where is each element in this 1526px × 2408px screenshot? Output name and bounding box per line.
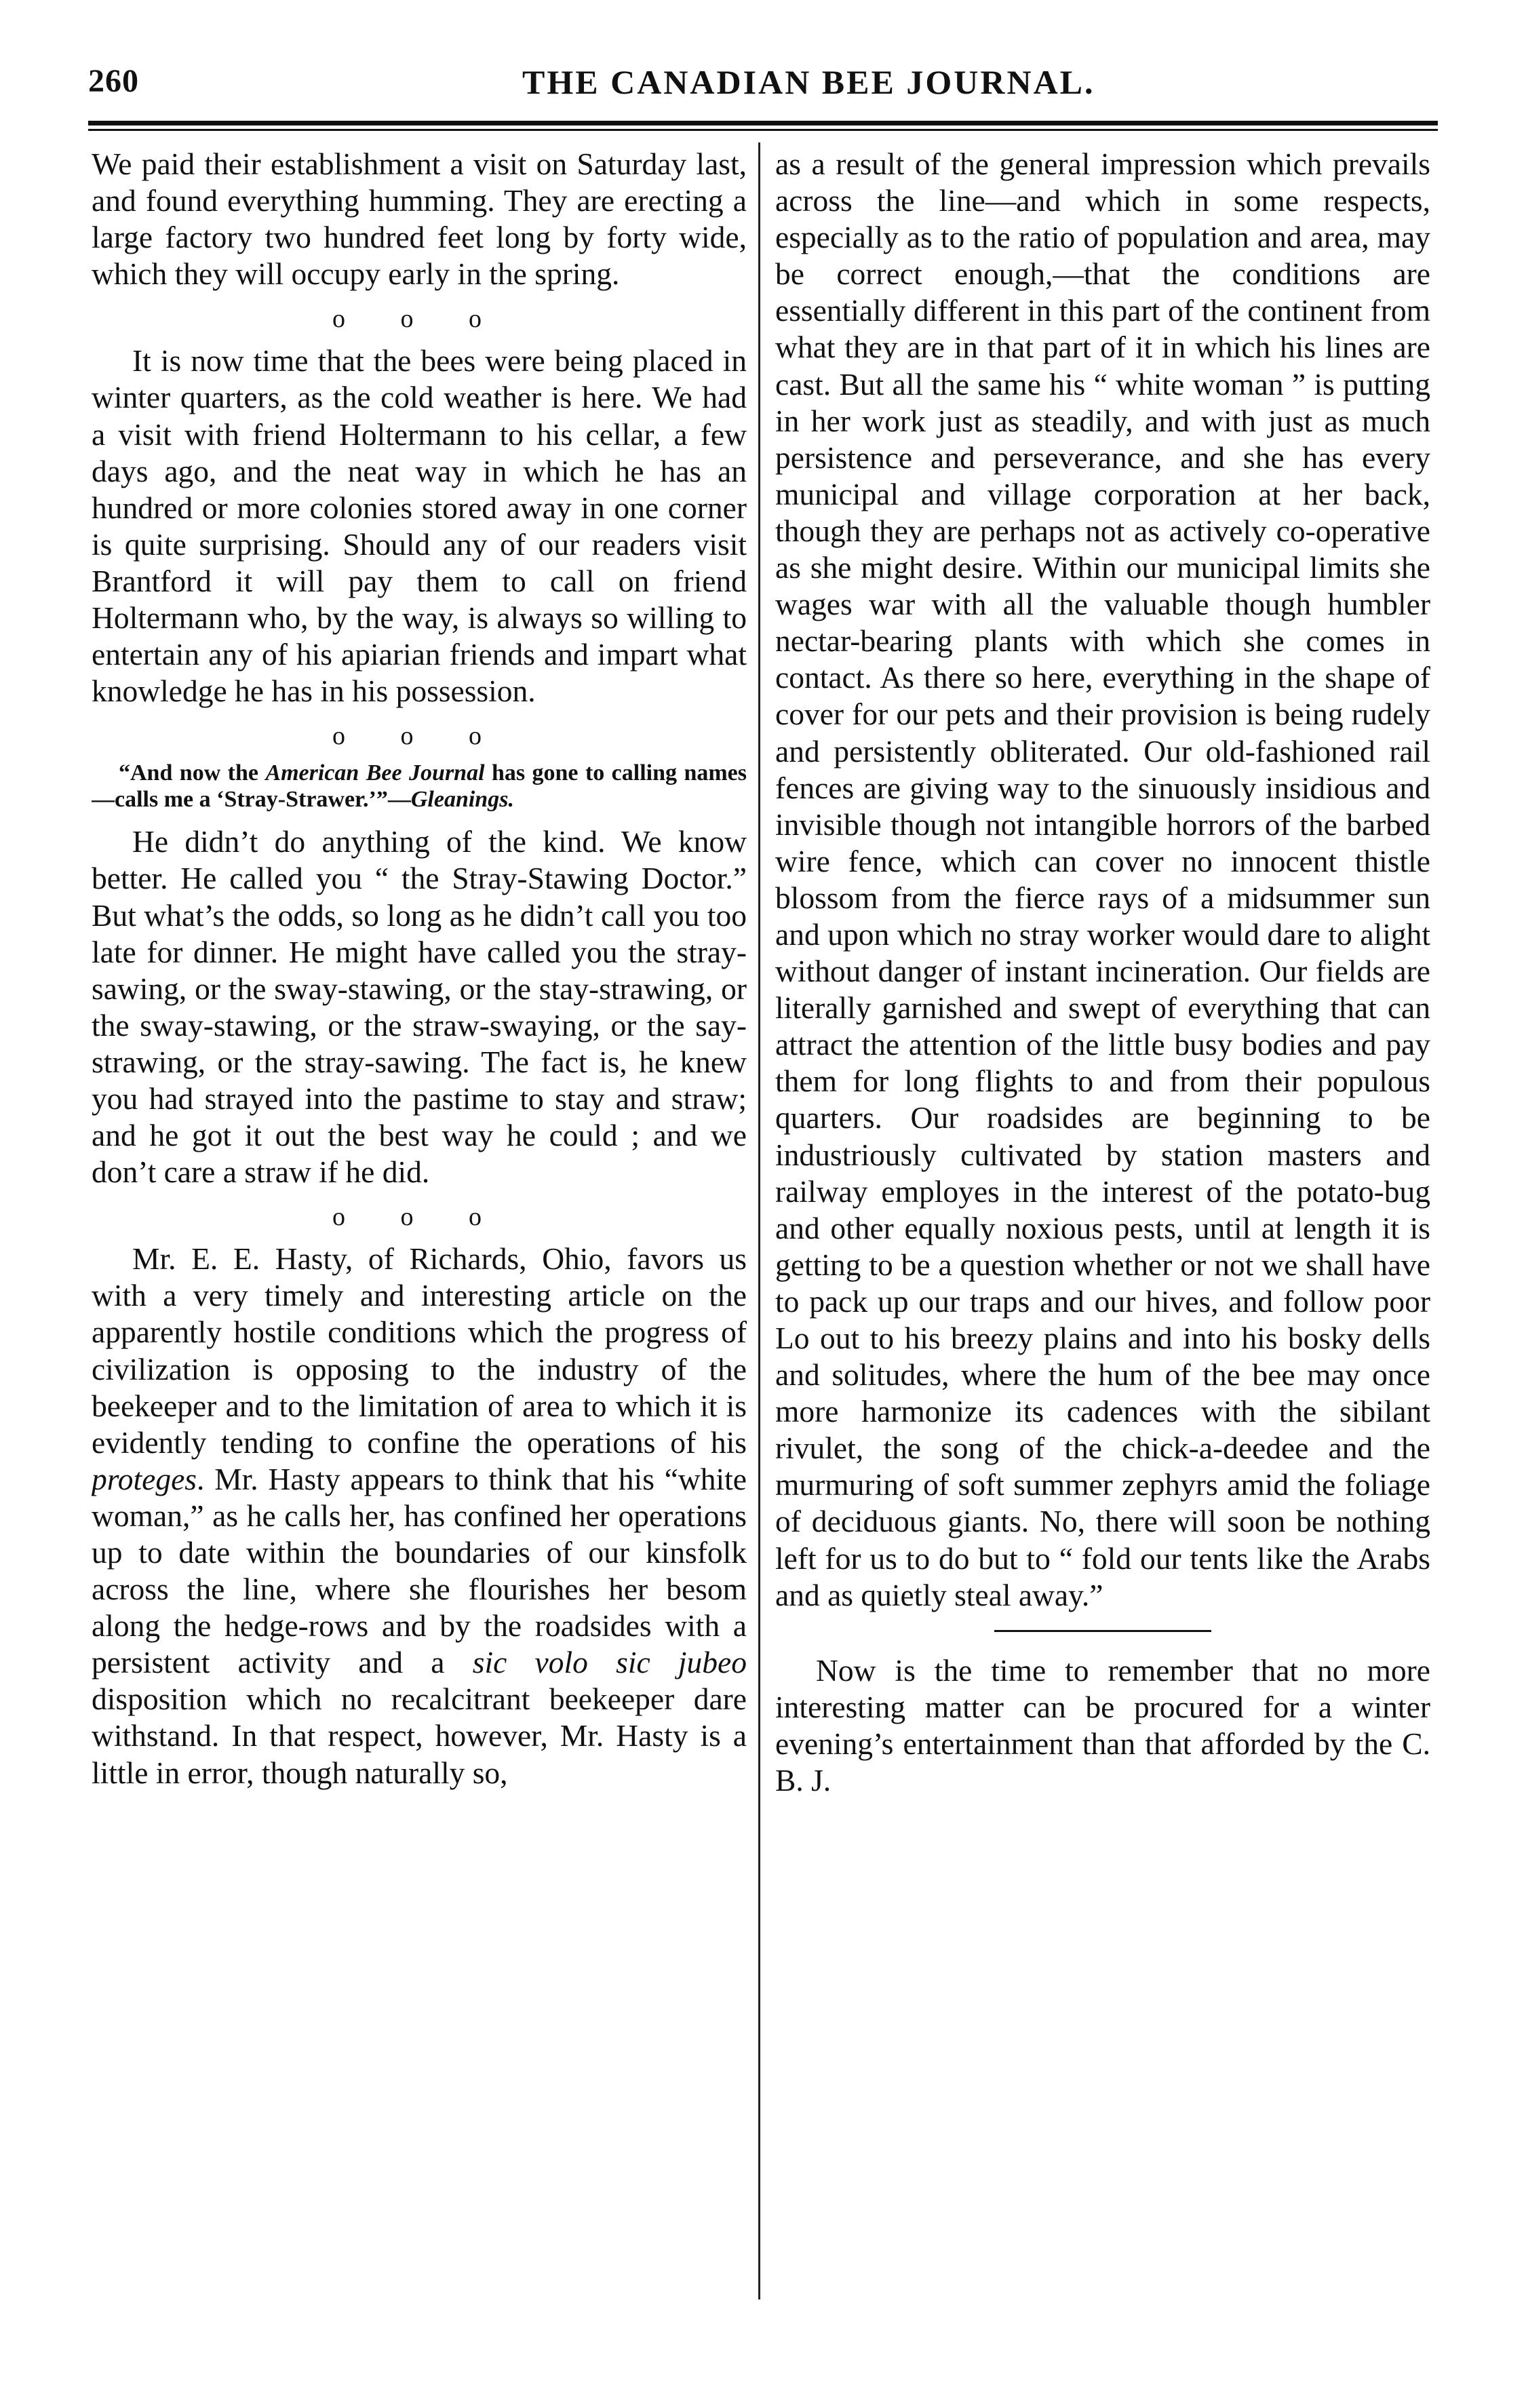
quote-journal-name: American Bee Journal <box>265 760 485 786</box>
section-separator: o o o <box>332 305 506 334</box>
hasty-text-1: Mr. E. E. Hasty, of Richards, Ohio, favors us with a very timely and interesting article on the apparently hostile conditions which the progress of civilization is opposing to the industry of the beekeeper and to the limitation of area to which it is evidently tending to confine the operations of his <box>92 1241 747 1460</box>
journal-title: THE CANADIAN BEE JOURNAL. <box>522 63 1095 101</box>
short-divider-rule <box>994 1630 1211 1632</box>
quote-source: Gleanings. <box>410 787 514 813</box>
paragraph-winter-reading: Now is the time to remember that no more interesting matter can be procured for a winter evening’s entertainment than that afforded by the C. B. J. <box>775 1652 1430 1798</box>
hasty-text-2: . Mr. Hasty appears to think that his “white woman,” as he calls her, has confined her operations up to date within the boundaries of our kinsfolk across the line, where she flourishes her besom along the hedge-rows and by the roadsides with a persistent activity and a <box>92 1461 747 1680</box>
quote-text-start: “And now the <box>119 760 266 786</box>
paragraph-factory-visit: We paid their establishment a visit on Saturday last, and found everything humming. They are erecting a large factory two hundred feet long by forty wide, which they will occupy early in the spring. <box>92 147 747 292</box>
right-column <box>775 146 1430 2337</box>
section-separator: o o o <box>332 1203 506 1232</box>
paragraph-hasty-article <box>92 1241 747 1791</box>
header-rule-thin <box>88 129 1438 131</box>
left-column <box>92 146 747 2337</box>
quote-text-end: has gone to calling names—calls me a ‘Stray-Strawer.’”— <box>92 760 747 813</box>
page-header <box>88 62 1445 110</box>
paragraph-stray-strawer-reply: He didn’t do anything of the kind. We know better. He called you “ the Stray-Stawing Doctor.” But what’s the odds, so long as he didn’t call you too late for dinner. He might have called you the stray-sawing, or the sway-stawing, or the stay-strawing, or the sway-stawing, or the straw-swaying, or the say-strawing, or the stray-sawing. The fact is, he knew you had strayed into the pastime to stay and straw; and he got it out the best way he could ; and we don’t care a straw if he did. <box>92 824 747 1190</box>
hasty-proteges: proteges <box>92 1461 197 1496</box>
gleanings-quote <box>92 760 747 813</box>
column-divider <box>758 142 760 2299</box>
paragraph-winter-quarters: It is now time that the bees were being placed in winter quarters, as the cold weather is here. We had a visit with friend Holtermann to his cellar, a few days ago, and the neat way in which he has an hundred or more colonies stored away in one corner is quite surprising. Should any of our readers visit Brantford it will pay them to call on friend Holtermann who, by the way, is always so willing to entertain any of his apiarian friends and impart what knowledge he has in his possession. <box>92 343 747 709</box>
hasty-latin-phrase: sic volo sic jubeo <box>472 1645 747 1680</box>
section-separator: o o o <box>332 722 506 751</box>
paragraph-hasty-continued: as a result of the general impression which prevails across the line—and which in some respects, especially as to the ratio of population and area, may be correct enough,—that the conditions are essentially different in this part of the continent from what they are in that part of it in which his lines are cast. But all the same his “ white woman ” is putting in her work just as steadily, and with just as much persistence and perseverance, and she has every municipal and village corporation at her back, though they are perhaps not as actively co-operative as she might desire. Within our municipal limits she wages war with all the valuable though humbler nectar-bearing plants with which she comes in contact. As there so here, everything in the shape of cover for our pets and their provision is being rudely and persistently obliterated. Our old-fashioned rail fences are giving way to the sinuously insidious and invisible though not intangible horrors of the barbed wire fence, which can cover no innocent thistle blossom from the fierce rays of a midsummer sun and upon which no stray worker would dare to alight without danger of instant incineration. Our fields are literally garnished and swept of everything that can attract the attention of the little busy bodies and pay them for long flights to and from their populous quarters. Our roadsides are beginning to be industriously cultivated by station masters and railway employes in the interest of the potato-bug and other equally noxious pests, until at length it is getting to be a question whether or not we shall have to pack up our traps and our hives, and follow poor Lo out to his breezy plains and into his bosky dells and solitudes, where the hum of the bee may once more harmonize its cadences with the sibilant rivulet, the song of the chick-a-deedee and the murmuring of soft summer zephyrs amid the foliage of deciduous giants. No, there will soon be nothing left for us to do but to “ fold our tents like the Arabs and as quietly steal away.” <box>775 147 1430 1612</box>
hasty-text-3: disposition which no recalcitrant beekeeper dare withstand. In that respect, however, Mr. Hasty is a little in error, though naturally so, <box>92 1682 747 1790</box>
page-number: 260 <box>88 63 139 99</box>
header-rule-thick <box>88 121 1438 125</box>
